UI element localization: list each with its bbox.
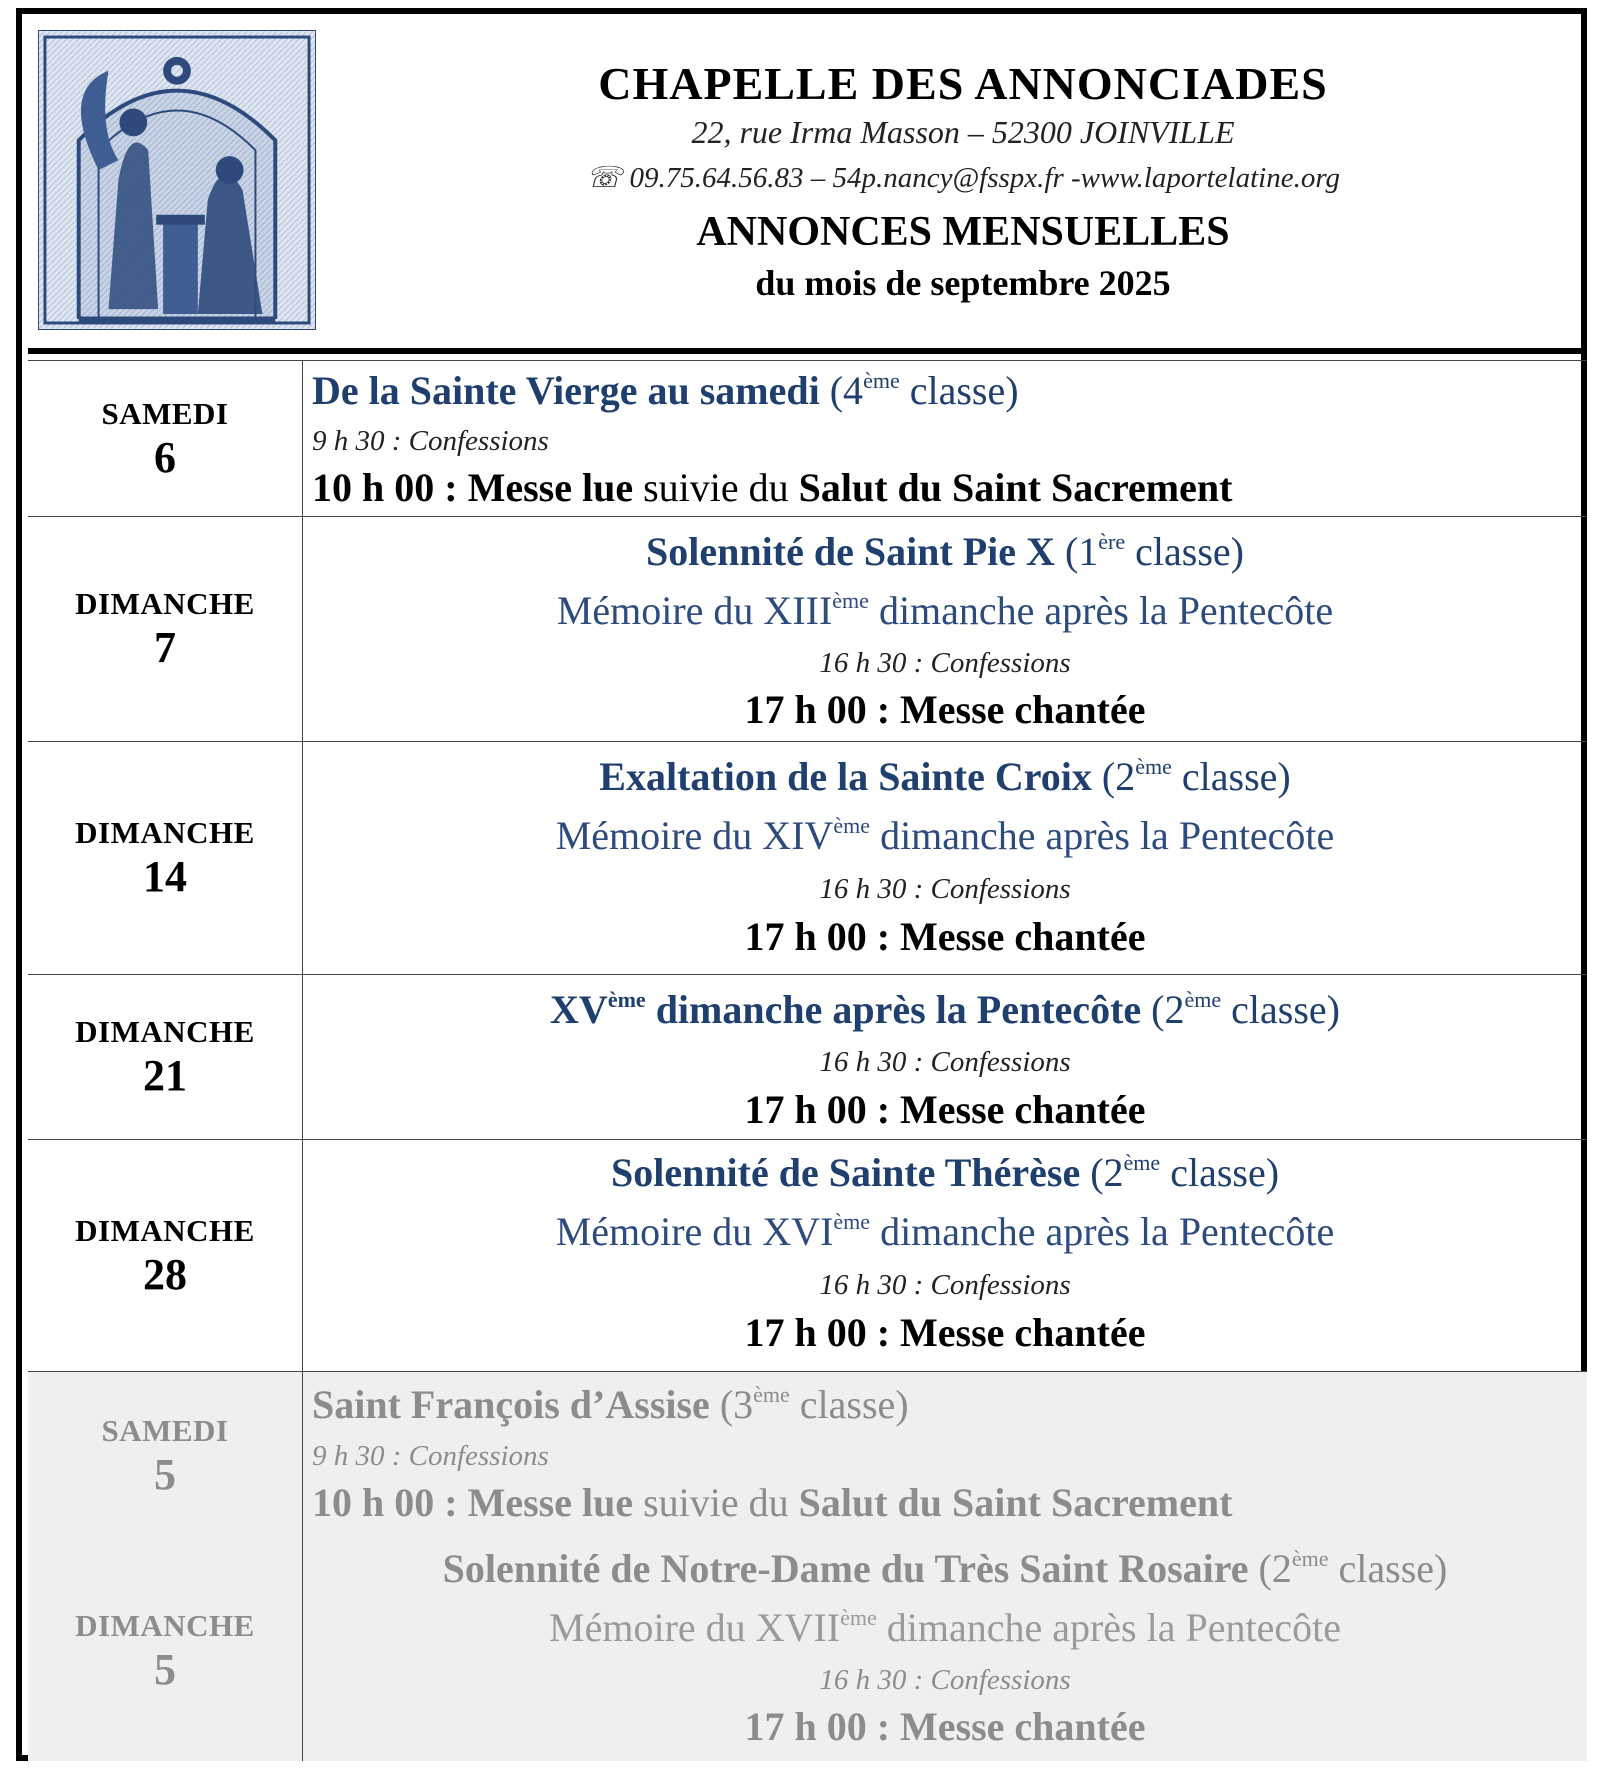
day-number: 21 [143, 1051, 187, 1101]
confessions-time: 16 h 30 : Confessions [819, 1269, 1071, 1301]
mass-time: 10 h 00 : Messe lue [312, 1480, 634, 1525]
feast-rank-suffix: ème [863, 368, 900, 393]
feast-rank-class: classe) [1125, 529, 1244, 574]
confessions-time: 16 h 30 : Confessions [819, 1046, 1071, 1078]
feast-rank-number: (4 [829, 368, 864, 413]
mass-time [303, 1085, 1587, 1135]
feast-rank-class: classe) [1221, 987, 1340, 1032]
feast-line [312, 1376, 1582, 1434]
entry-content [303, 523, 1587, 735]
feast-rank-suffix: ème [1135, 754, 1172, 779]
table-row [28, 1140, 1587, 1372]
entry-content [303, 1144, 1587, 1358]
day-number: 14 [143, 852, 187, 902]
weekday-label: DIMANCHE [75, 1212, 255, 1248]
entry-content [303, 981, 1587, 1135]
feast-rank-class: classe) [1160, 1150, 1280, 1195]
feast-line [303, 981, 1587, 1039]
mass-time [303, 1702, 1587, 1752]
memoire-text: Mémoire du XVII [549, 1605, 841, 1650]
memoire-rest: dimanche après la Pentecôte [870, 1209, 1335, 1254]
feast-ordinal: XV [550, 987, 608, 1032]
confessions-time: 16 h 30 : Confessions [819, 647, 1071, 679]
mass-label: 17 h 00 : Messe chantée [744, 914, 1146, 959]
mass-connector: suivie du [633, 1480, 799, 1525]
memoire-text: Mémoire du XIII [556, 588, 833, 633]
mass-label: 17 h 00 : Messe chantée [744, 1310, 1146, 1355]
feast-rank [1151, 987, 1340, 1032]
day-number: 7 [154, 623, 176, 673]
feast-line [303, 523, 1587, 581]
feast-rank-number: (2 [1258, 1546, 1292, 1591]
mass-connector: suivie du [633, 465, 799, 510]
memoire-rest: dimanche après la Pentecôte [876, 1605, 1341, 1650]
mass-time: 10 h 00 : Messe lue [312, 465, 634, 510]
feast-rank-suffix: ère [1098, 529, 1126, 554]
confessions-time: 9 h 30 : Confessions [312, 425, 549, 457]
memoire-line [303, 581, 1587, 641]
feast-name: Exaltation de la Sainte Croix [599, 754, 1092, 799]
chapel-title: CHAPELLE DES ANNONCIADES [598, 58, 1328, 109]
table-row [28, 975, 1587, 1140]
mass-benediction: Salut du Saint Sacrement [798, 1480, 1233, 1525]
day-number: 6 [154, 432, 176, 482]
memoire-suffix: ème [833, 813, 871, 838]
feast-rank-suffix: ème [1123, 1150, 1161, 1175]
header [28, 22, 1583, 354]
confessions-time: 16 h 30 : Confessions [819, 873, 1071, 905]
day-cell [28, 517, 303, 741]
page-frame [16, 8, 1587, 1761]
feast-name: Solennité de Notre-Dame du Très Saint Rosaire [442, 1546, 1249, 1591]
feast-rank-class: classe) [899, 368, 1019, 413]
mass-label: 17 h 00 : Messe chantée [744, 687, 1146, 732]
feast-rank-number: (2 [1090, 1150, 1124, 1195]
day-number: 28 [143, 1249, 187, 1299]
feast-rank-suffix: ème [1291, 1546, 1329, 1571]
table-row [28, 742, 1587, 975]
mass-time [303, 1308, 1587, 1358]
memoire-line [303, 1598, 1587, 1658]
feast-line [303, 748, 1587, 806]
day-cell [28, 1372, 303, 1540]
feast-name: De la Sainte Vierge au samedi [312, 368, 820, 413]
table-row [28, 360, 1587, 517]
table-row [28, 517, 1587, 742]
feast-rank-number: (3 [719, 1382, 754, 1427]
feast-name: Solennité de Saint Pie X [646, 529, 1055, 574]
feast-rank-class: classe) [789, 1382, 909, 1427]
memoire-rest: dimanche après la Pentecôte [868, 588, 1334, 633]
annunciation-engraving-icon [39, 31, 315, 329]
confessions-time: 16 h 30 : Confessions [819, 1664, 1071, 1696]
weekday-label: DIMANCHE [75, 815, 255, 851]
feast-rank [1102, 754, 1291, 799]
day-number: 5 [154, 1644, 176, 1694]
announcements-month: du mois de septembre 2025 [755, 263, 1171, 303]
feast-rank-class: classe) [1328, 1546, 1448, 1591]
feast-name [550, 987, 1141, 1032]
feast-rank [720, 1382, 909, 1427]
feast-line [312, 363, 1582, 419]
feast-rank-class: classe) [1171, 754, 1291, 799]
weekday-label: SAMEDI [101, 395, 229, 431]
mass-label: 17 h 00 : Messe chantée [744, 1087, 1146, 1132]
feast-line [303, 1540, 1587, 1598]
mass-time [303, 912, 1587, 962]
entry-content [312, 363, 1582, 513]
mass-time [303, 685, 1587, 735]
mass-line [312, 463, 1582, 513]
announcements-title: ANNONCES MENSUELLES [696, 209, 1230, 255]
feast-name: Solennité de Sainte Thérèse [610, 1150, 1081, 1195]
feast-ordinal-suffix: ème [607, 987, 646, 1012]
feast-rank-number: (2 [1151, 987, 1185, 1032]
memoire-suffix: ème [833, 1209, 871, 1234]
mass-line [312, 1478, 1582, 1528]
memoire-line [303, 1202, 1587, 1262]
memoire-text: Mémoire du XIV [555, 813, 834, 858]
feast-name-rest: dimanche après la Pentecôte [645, 987, 1142, 1032]
feast-rank [1090, 1150, 1279, 1195]
day-number: 5 [154, 1450, 176, 1500]
chapel-contact: ☏ 09.75.64.56.83 – 54p.nancy@fsspx.fr -www.laportelatine.org [585, 162, 1341, 194]
memoire-rest: dimanche après la Pentecôte [870, 813, 1335, 858]
feast-rank-number: (2 [1101, 754, 1136, 799]
feast-rank-number: (1 [1064, 529, 1099, 574]
entry-content [303, 1540, 1587, 1752]
memoire-suffix: ème [840, 1605, 877, 1630]
memoire-suffix: ème [832, 588, 869, 613]
day-cell [28, 975, 303, 1139]
day-cell [28, 1140, 303, 1371]
feast-rank-suffix: ème [1184, 987, 1222, 1012]
feast-rank [830, 368, 1019, 413]
day-cell [28, 1540, 303, 1761]
entry-content [303, 748, 1587, 962]
feast-rank-suffix: ème [753, 1382, 790, 1407]
entry-content [312, 1376, 1582, 1528]
confessions-time: 9 h 30 : Confessions [312, 1440, 549, 1472]
feast-name: Saint François d’Assise [312, 1382, 710, 1427]
table-row-next-month [28, 1372, 1587, 1761]
day-cell [28, 742, 303, 974]
feast-rank [1259, 1546, 1448, 1591]
weekday-label: SAMEDI [101, 1413, 229, 1449]
chapel-address: 22, rue Irma Masson – 52300 JOINVILLE [691, 114, 1235, 150]
weekday-label: DIMANCHE [75, 1607, 255, 1643]
weekday-label: DIMANCHE [75, 1014, 255, 1050]
feast-rank [1065, 529, 1244, 574]
memoire-text: Mémoire du XVI [555, 1209, 834, 1254]
mass-label: 17 h 00 : Messe chantée [744, 1704, 1146, 1749]
day-cell [28, 361, 303, 516]
memoire-line [303, 806, 1587, 866]
annunciation-illustration [38, 30, 316, 330]
feast-line [303, 1144, 1587, 1202]
mass-benediction: Salut du Saint Sacrement [798, 465, 1233, 510]
weekday-label: DIMANCHE [75, 586, 255, 622]
